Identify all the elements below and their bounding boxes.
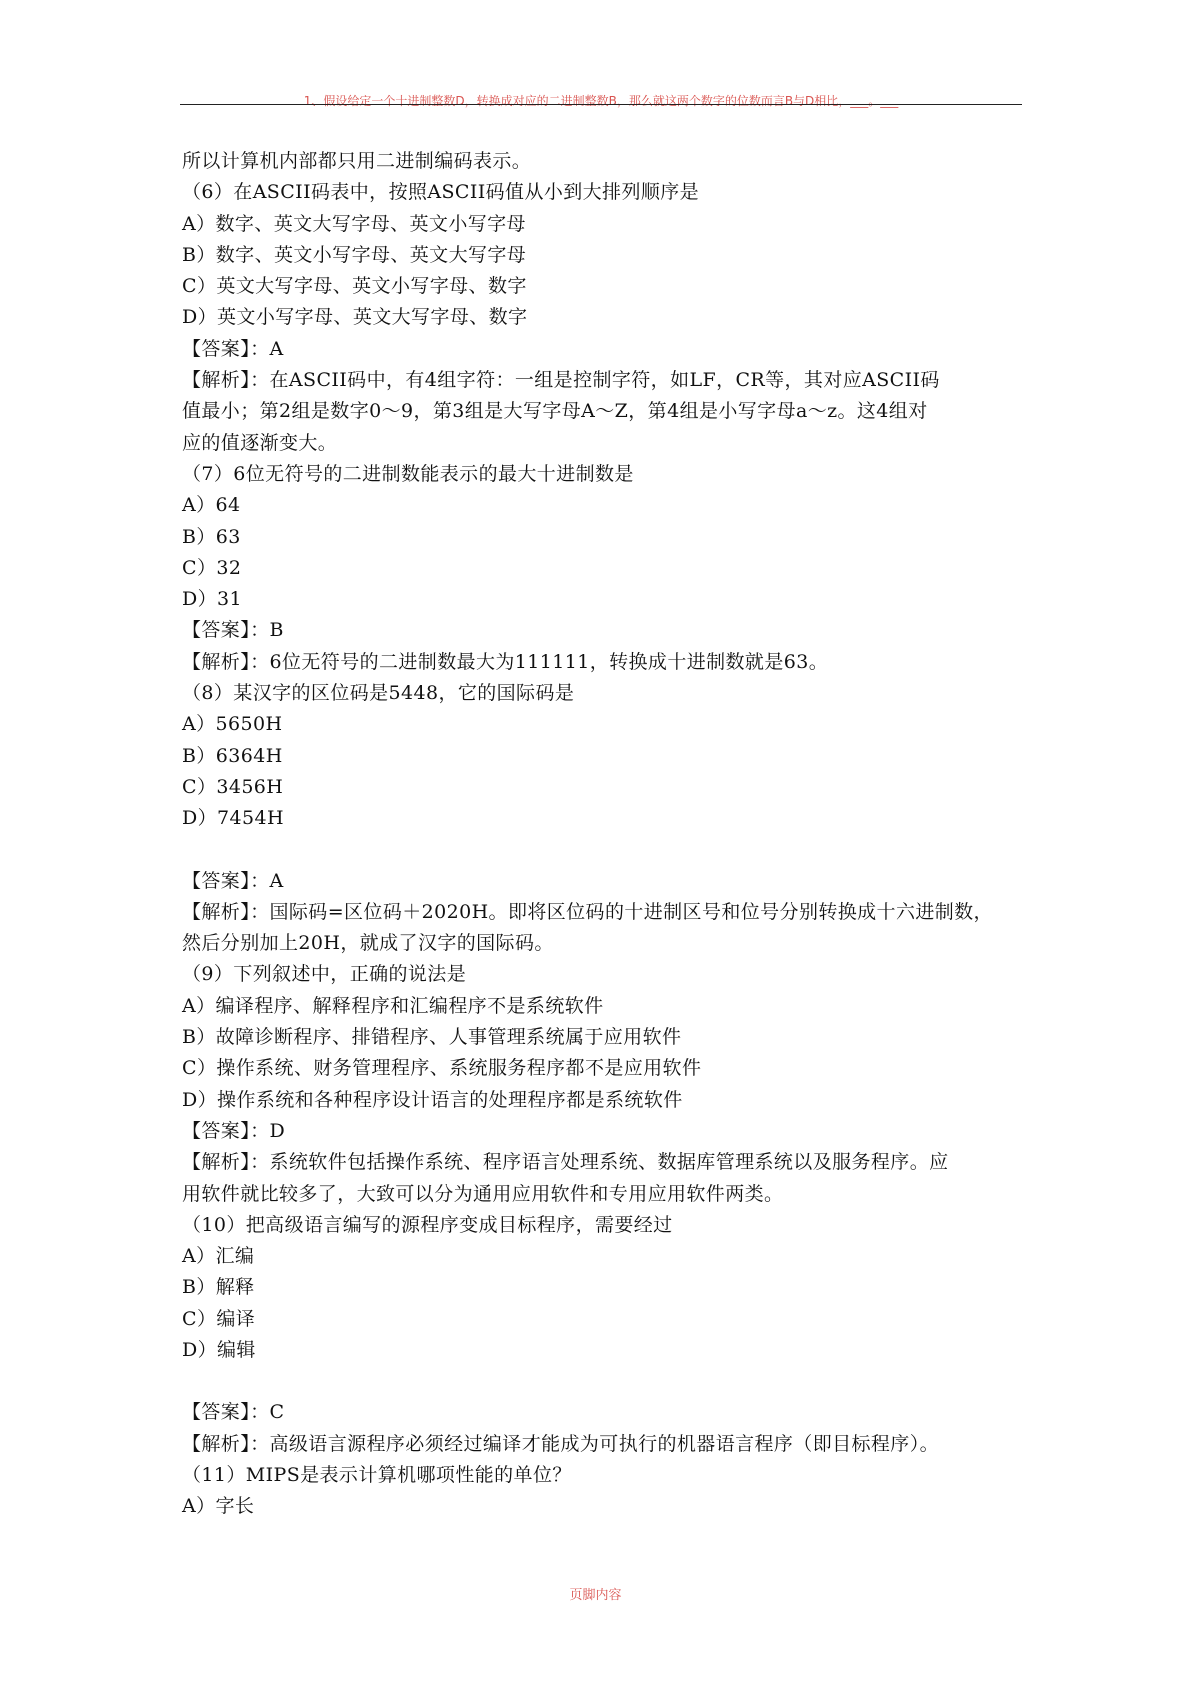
explanation: 【解析】：在ASCII码中，有4组字符：一组是控制字符，如LF，CR等，其对应ASCII码 [182,369,940,392]
option-b: B）数字、英文小写字母、英文大写字母 [182,243,527,266]
answer: 【答案】：A [182,337,284,360]
option-b: B）6364H [182,744,283,767]
option-a: A）5650H [182,713,283,736]
question-6: （6）在ASCII码表中，按照ASCII码值从小到大排列顺序是 [182,181,700,204]
option-d: D）7454H [182,807,284,830]
explanation-cont: 然后分别加上20H，就成了汉字的国际码。 [182,932,554,955]
option-d: D）31 [182,588,243,611]
question-9: （9）下列叙述中，正确的说法是 [182,963,467,986]
option-d: D）英文小写字母、英文大写字母、数字 [182,306,528,329]
explanation-cont: 用软件就比较多了，大致可以分为通用应用软件和专用应用软件两类。 [182,1182,784,1205]
explanation: 【解析】：6位无符号的二进制数最大为111111，转换成十进制数就是63。 [182,650,829,673]
option-c: C）32 [182,556,242,579]
option-c: C）操作系统、财务管理程序、系统服务程序都不是应用软件 [182,1057,702,1080]
option-a: A）64 [182,494,241,517]
option-a: A）数字、英文大写字母、英文小写字母 [182,212,526,235]
answer: 【答案】：D [182,1119,286,1142]
option-b: B）故障诊断程序、排错程序、人事管理系统属于应用软件 [182,1026,682,1049]
header-rule [180,104,1022,105]
page-header: 1、假设给定一个十进制整数D，转换成对应的二进制整数B，那么就这两个数字的位数而言B与D相比，___。___ [303,94,899,108]
option-d: D）编辑 [182,1338,256,1361]
blank-line [182,1366,1022,1397]
question-7: （7）6位无符号的二进制数能表示的最大十进制数是 [182,462,634,485]
option-a: A）编译程序、解释程序和汇编程序不是系统软件 [182,994,604,1017]
option-c: C）编译 [182,1307,256,1330]
text-line: 所以计算机内部都只用二进制编码表示。 [182,150,532,172]
answer: 【答案】：C [182,1401,285,1424]
question-11: （11）MIPS是表示计算机哪项性能的单位？ [182,1463,572,1486]
page-footer: 页脚内容 [569,1588,622,1603]
option-b: B）63 [182,525,241,548]
explanation-cont: 应的值逐渐变大。 [182,431,338,454]
option-b: B）解释 [182,1276,255,1299]
explanation: 【解析】：国际码=区位码＋2020H。即将区位码的十进制区号和位号分别转换成十六进制数， [182,900,993,923]
explanation: 【解析】：系统软件包括操作系统、程序语言处理系统、数据库管理系统以及服务程序。应 [182,1151,949,1174]
answer: 【答案】：B [182,619,284,642]
option-c: C）英文大写字母、英文小写字母、数字 [182,275,527,298]
question-10: （10）把高级语言编写的源程序变成目标程序，需要经过 [182,1213,673,1236]
explanation-cont: 值最小；第2组是数字0～9，第3组是大写字母A～Z，第4组是小写字母a～z。这4组对 [182,400,928,423]
blank-line [182,835,1022,866]
option-c: C）3456H [182,775,284,798]
answer: 【答案】：A [182,869,284,892]
document-body [182,146,1022,1522]
explanation: 【解析】：高级语言源程序必须经过编译才能成为可执行的机器语言程序（即目标程序）。 [182,1432,940,1455]
question-8: （8）某汉字的区位码是5448，它的国际码是 [182,682,575,705]
option-a: A）字长 [182,1495,255,1518]
option-d: D）操作系统和各种程序设计语言的处理程序都是系统软件 [182,1088,683,1111]
option-a: A）汇编 [182,1245,255,1268]
